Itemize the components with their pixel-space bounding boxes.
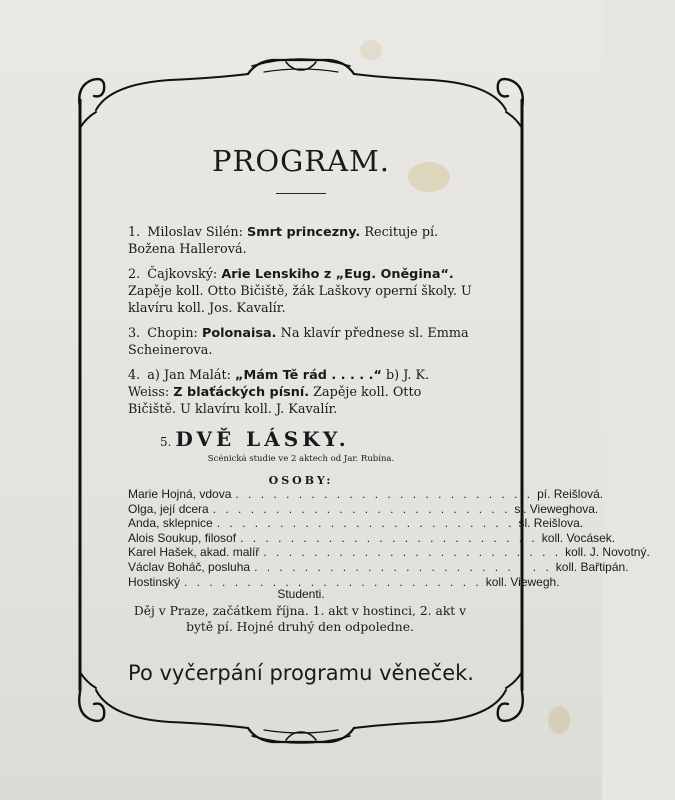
cast-actor: koll. Vocásek. (541, 530, 616, 545)
item-text: b) J. K. Weiss: (128, 368, 430, 400)
item-text: Na klavír přednese sl. Emma Scheinerova. (128, 326, 469, 358)
cast-role: Marie Hojná, vdova (128, 487, 232, 501)
cast-row (128, 487, 604, 502)
dot-leader: . . . . . . . . . . . . . . . . . . . . . . . . (254, 559, 552, 574)
item-text: Čajkovský: (147, 267, 222, 282)
dot-leader: . . . . . . . . . . . . . . . . . . . . . . . . (235, 487, 534, 501)
dot-leader: . . . . . . . . . . . . . . . . . . . . . . . . (216, 516, 515, 531)
cast-actor: koll. J. Novotný. (565, 545, 650, 560)
item-number: 5. (160, 435, 172, 449)
item-text: Zapěje koll. Otto Bičiště. U klavíru koll. J. Kavalír. (128, 385, 422, 417)
cast-role: Alois Soukup, filosof (128, 530, 237, 545)
play-title: DVĚ LÁSKY. (175, 427, 350, 451)
cast-heading: OSOBY: (268, 474, 334, 487)
play-heading (160, 427, 350, 451)
dot-leader: . . . . . . . . . . . . . . . . . . . . . . . . (240, 530, 538, 545)
students-note: Studenti. (277, 587, 325, 601)
program-list (128, 224, 472, 426)
item-work-title: Z blaťáckých písní. (173, 385, 310, 400)
item-work-title: Smrt princezny. (247, 225, 361, 240)
cast-list (128, 487, 650, 589)
cast-actor: koll. Viewegh. (485, 574, 560, 589)
program-item (128, 224, 472, 258)
cast-role: Olga, její dcera (128, 501, 209, 516)
item-text: a) Jan Malát: (147, 368, 236, 383)
play-setting: Děj v Praze, začátkem října. 1. akt v hostinci, 2. akt v bytě pí. Hojné druhý den odpoledne. (133, 604, 467, 634)
item-number: 1. (128, 225, 141, 240)
item-work-title: Polonaisa. (201, 326, 277, 341)
cast-row (128, 516, 584, 531)
item-number: 2. (128, 267, 141, 282)
item-text: Zapěje koll. Otto Bičiště, žák Laškovy operní školy. U klavíru koll. Jos. Kavalír. (128, 284, 472, 316)
dot-leader: . . . . . . . . . . . . . . . . . . . . . . . . (263, 545, 562, 560)
program-item (128, 367, 472, 418)
play-subtitle: Scénická studie ve 2 aktech od Jar. Rubína. (207, 454, 395, 464)
cast-row (128, 545, 650, 560)
cast-role: Václav Boháč, posluha (128, 559, 251, 574)
cast-actor: sl. Vieweghova. (514, 501, 599, 516)
cast-row (128, 530, 616, 546)
cast-actor: pí. Reišlová. (537, 487, 604, 501)
cast-actor: sl. Reišlova. (518, 516, 584, 531)
item-text: Chopin: (147, 326, 202, 341)
cast-row (128, 501, 599, 517)
cast-row (128, 559, 629, 575)
cast-role: Karel Hašek, akad. malíř (128, 545, 260, 560)
cast-role: Anda, sklepnice (128, 516, 213, 531)
item-number: 3. (128, 326, 141, 341)
item-work-title: Arie Lenskiho z „Eug. Oněgina“. (221, 267, 454, 282)
page-title: PROGRAM. (212, 144, 390, 178)
cast-role: Hostinský (128, 574, 181, 589)
title-underline (276, 193, 326, 194)
dot-leader: . . . . . . . . . . . . . . . . . . . . . . . . (184, 574, 482, 589)
cast-actor: koll. Bařtipán. (555, 559, 629, 574)
program-item (128, 266, 472, 317)
item-number: 4. (128, 368, 141, 383)
dot-leader: . . . . . . . . . . . . . . . . . . . . . . . . (212, 501, 511, 516)
program-item (128, 325, 472, 359)
item-text: Miloslav Silén: (147, 225, 248, 240)
item-work-title: „Mám Tě rád . . . . .“ (235, 368, 382, 383)
item-text: Recituje pí. Božena Hallerová. (128, 225, 439, 257)
closing-line: Po vyčerpání programu věneček. (128, 661, 474, 685)
